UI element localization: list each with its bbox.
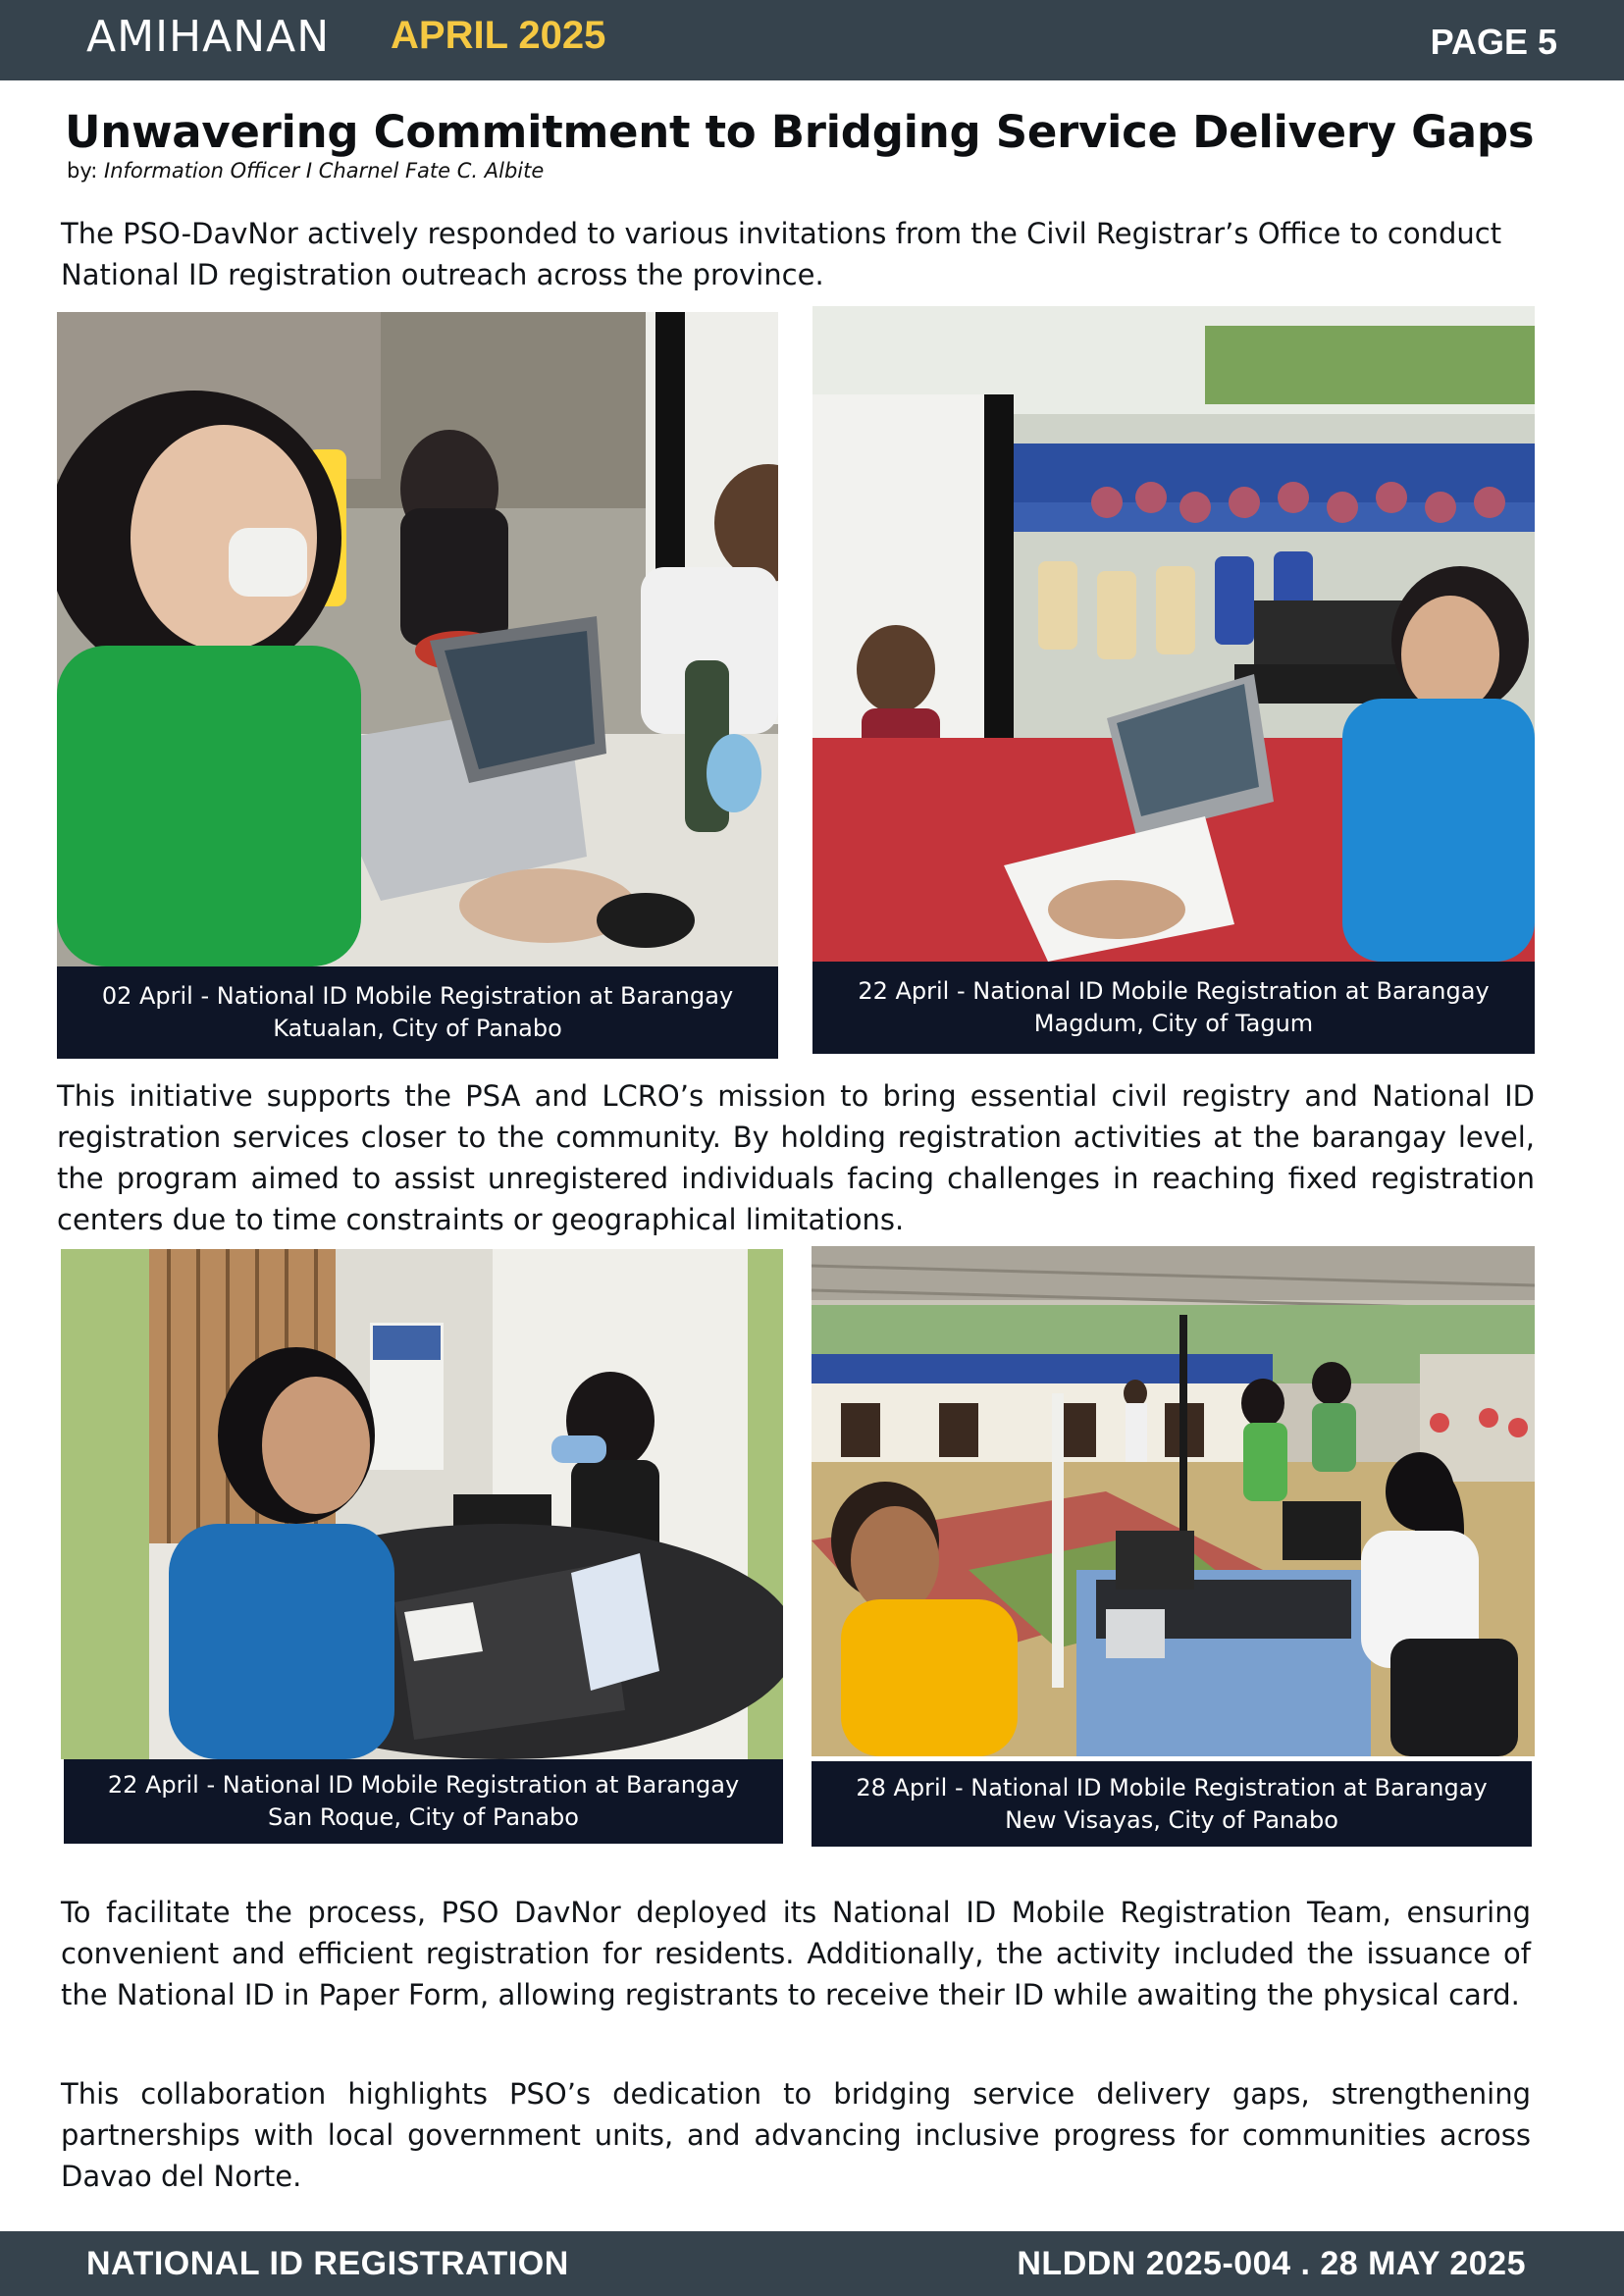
photo-caption: 28 April - National ID Mobile Registration at Barangay New Visayas, City of Panabo: [812, 1761, 1532, 1847]
event-photo: [812, 1246, 1535, 1756]
issue-month: APRIL 2025: [391, 14, 606, 57]
footer-issue-reference: NLDDN 2025-004 . 28 MAY 2025: [1017, 2245, 1526, 2282]
photo-caption: 02 April - National ID Mobile Registration at Barangay Katualan, City of Panabo: [57, 966, 778, 1059]
article-paragraph: This collaboration highlights PSO’s dedication to bridging service delivery gaps, strengthening partnerships with local government units, and advancing inclusive progress for communities across Davao del Norte.: [61, 2077, 1531, 2193]
byline: [67, 159, 544, 183]
photo-registration-new-visayas: [812, 1246, 1535, 1756]
page-number: PAGE 5: [1430, 22, 1557, 62]
event-photo: [57, 312, 778, 966]
event-photo: [61, 1249, 783, 1759]
footer-bar: [0, 2231, 1624, 2296]
photo-registration-magdum: [812, 306, 1535, 962]
photo-registration-katualan: [57, 312, 778, 966]
byline-prefix: by:: [67, 159, 98, 183]
article-paragraph: This initiative supports the PSA and LCRO’s mission to bring essential civil registry and National ID registration services closer to the community. By holding registration activities at the barangay level, the program aimed to assist unregistered individuals facing challenges in reaching fixed registration centers due to time constraints or geographical limitations.: [57, 1079, 1535, 1236]
footer-section-title: NATIONAL ID REGISTRATION: [86, 2245, 569, 2282]
header-bar: [0, 0, 1624, 80]
photo-caption: 22 April - National ID Mobile Registration at Barangay San Roque, City of Panabo: [64, 1759, 783, 1844]
byline-author: Information Officer I Charnel Fate C. Albite: [104, 159, 545, 183]
article-title: Unwavering Commitment to Bridging Service Delivery Gaps: [65, 106, 1535, 158]
article-paragraph: The PSO-DavNor actively responded to various invitations from the Civil Registrar’s Office to conduct National ID registration outreach across the province.: [61, 217, 1502, 291]
event-photo: [812, 306, 1535, 962]
newsletter-brand: AMIHANAN: [86, 12, 331, 62]
photo-caption: 22 April - National ID Mobile Registration at Barangay Magdum, City of Tagum: [812, 962, 1535, 1054]
article-paragraph: To facilitate the process, PSO DavNor deployed its National ID Mobile Registration Team, ensuring convenient and efficient registration for residents. Additionally, the activity included the issuance of the National ID in Paper Form, allowing registrants to receive their ID while awaiting the physical card.: [61, 1896, 1531, 2011]
photo-registration-san-roque: [61, 1249, 783, 1759]
